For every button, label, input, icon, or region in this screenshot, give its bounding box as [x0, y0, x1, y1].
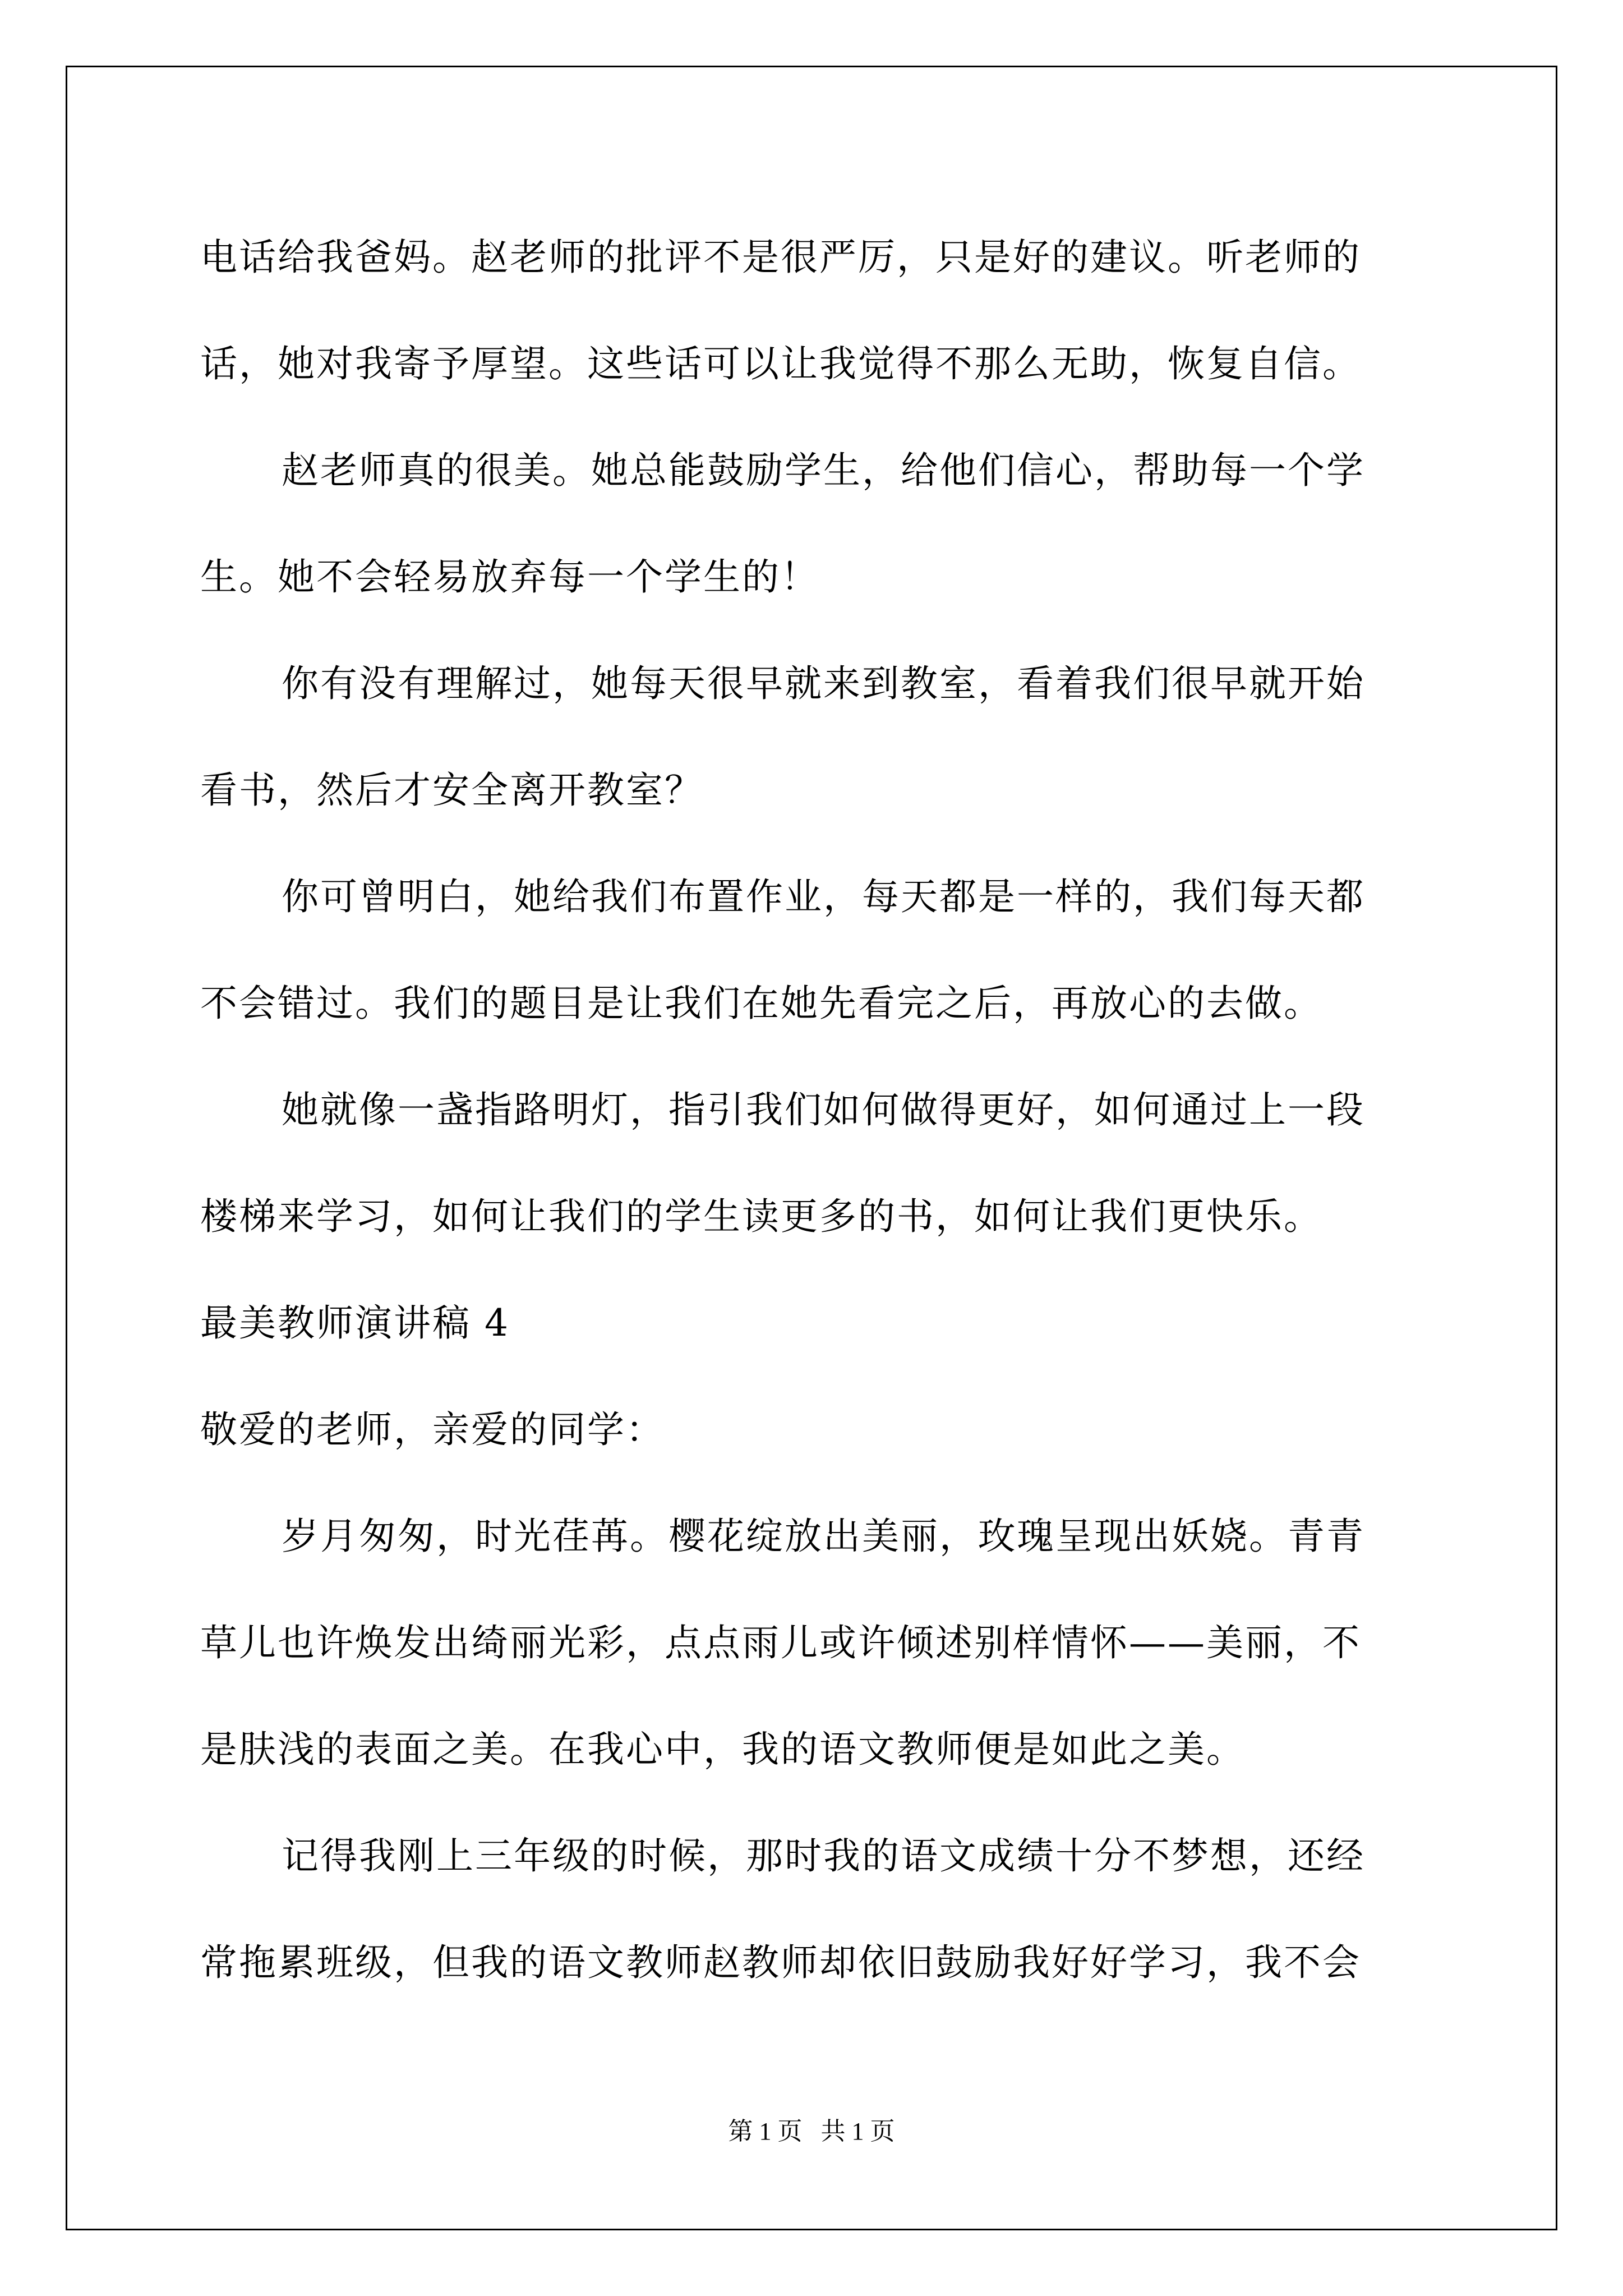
- text-line: 不会错过。我们的题目是让我们在她先看完之后，再放心的去做。: [200, 982, 1322, 1025]
- text-line: 楼梯来学习，如何让我们的学生读更多的书，如何让我们更快乐。: [200, 1195, 1322, 1238]
- section-heading: 最美教师演讲稿 4: [200, 1301, 510, 1345]
- page-footer: 第 1 页 共 1 页: [728, 2118, 895, 2145]
- text-line: 记得我刚上三年级的时候，那时我的语文成绩十分不梦想，还经: [282, 1834, 1365, 1878]
- text-line: 草儿也许焕发出绮丽光彩，点点雨儿或许倾述别样情怀——美丽，不: [200, 1621, 1361, 1664]
- text-line: 她就像一盏指路明灯，指引我们如何做得更好，如何通过上一段: [282, 1088, 1365, 1131]
- text-line: 生。她不会轻易放弃每一个学生的！: [200, 555, 819, 599]
- text-line: 你有没有理解过，她每天很早就来到教室，看着我们很早就开始: [282, 662, 1365, 705]
- document-body: [200, 204, 1431, 2016]
- text-line: 话，她对我寄予厚望。这些话可以让我觉得不那么无助，恢复自信。: [200, 342, 1361, 385]
- text-line: 是肤浅的表面之美。在我心中，我的语文教师便是如此之美。: [200, 1728, 1245, 1771]
- text-line: 电话给我爸妈。赵老师的批评不是很严厉，只是好的建议。听老师的: [200, 236, 1361, 279]
- text-line: 看书，然后才安全离开教室？: [200, 769, 703, 812]
- text-line: 你可曾明白，她给我们布置作业，每天都是一样的，我们每天都: [282, 875, 1365, 918]
- text-line: 常拖累班级，但我的语文教师赵教师却依旧鼓励我好好学习，我不会: [200, 1941, 1361, 1984]
- text-line: 岁月匆匆，时光荏苒。樱花绽放出美丽，玫瑰呈现出妖娆。青青: [282, 1515, 1365, 1558]
- salutation: 敬爱的老师，亲爱的同学：: [200, 1408, 665, 1451]
- text-line: 赵老师真的很美。她总能鼓励学生，给他们信心，帮助每一个学: [282, 449, 1365, 492]
